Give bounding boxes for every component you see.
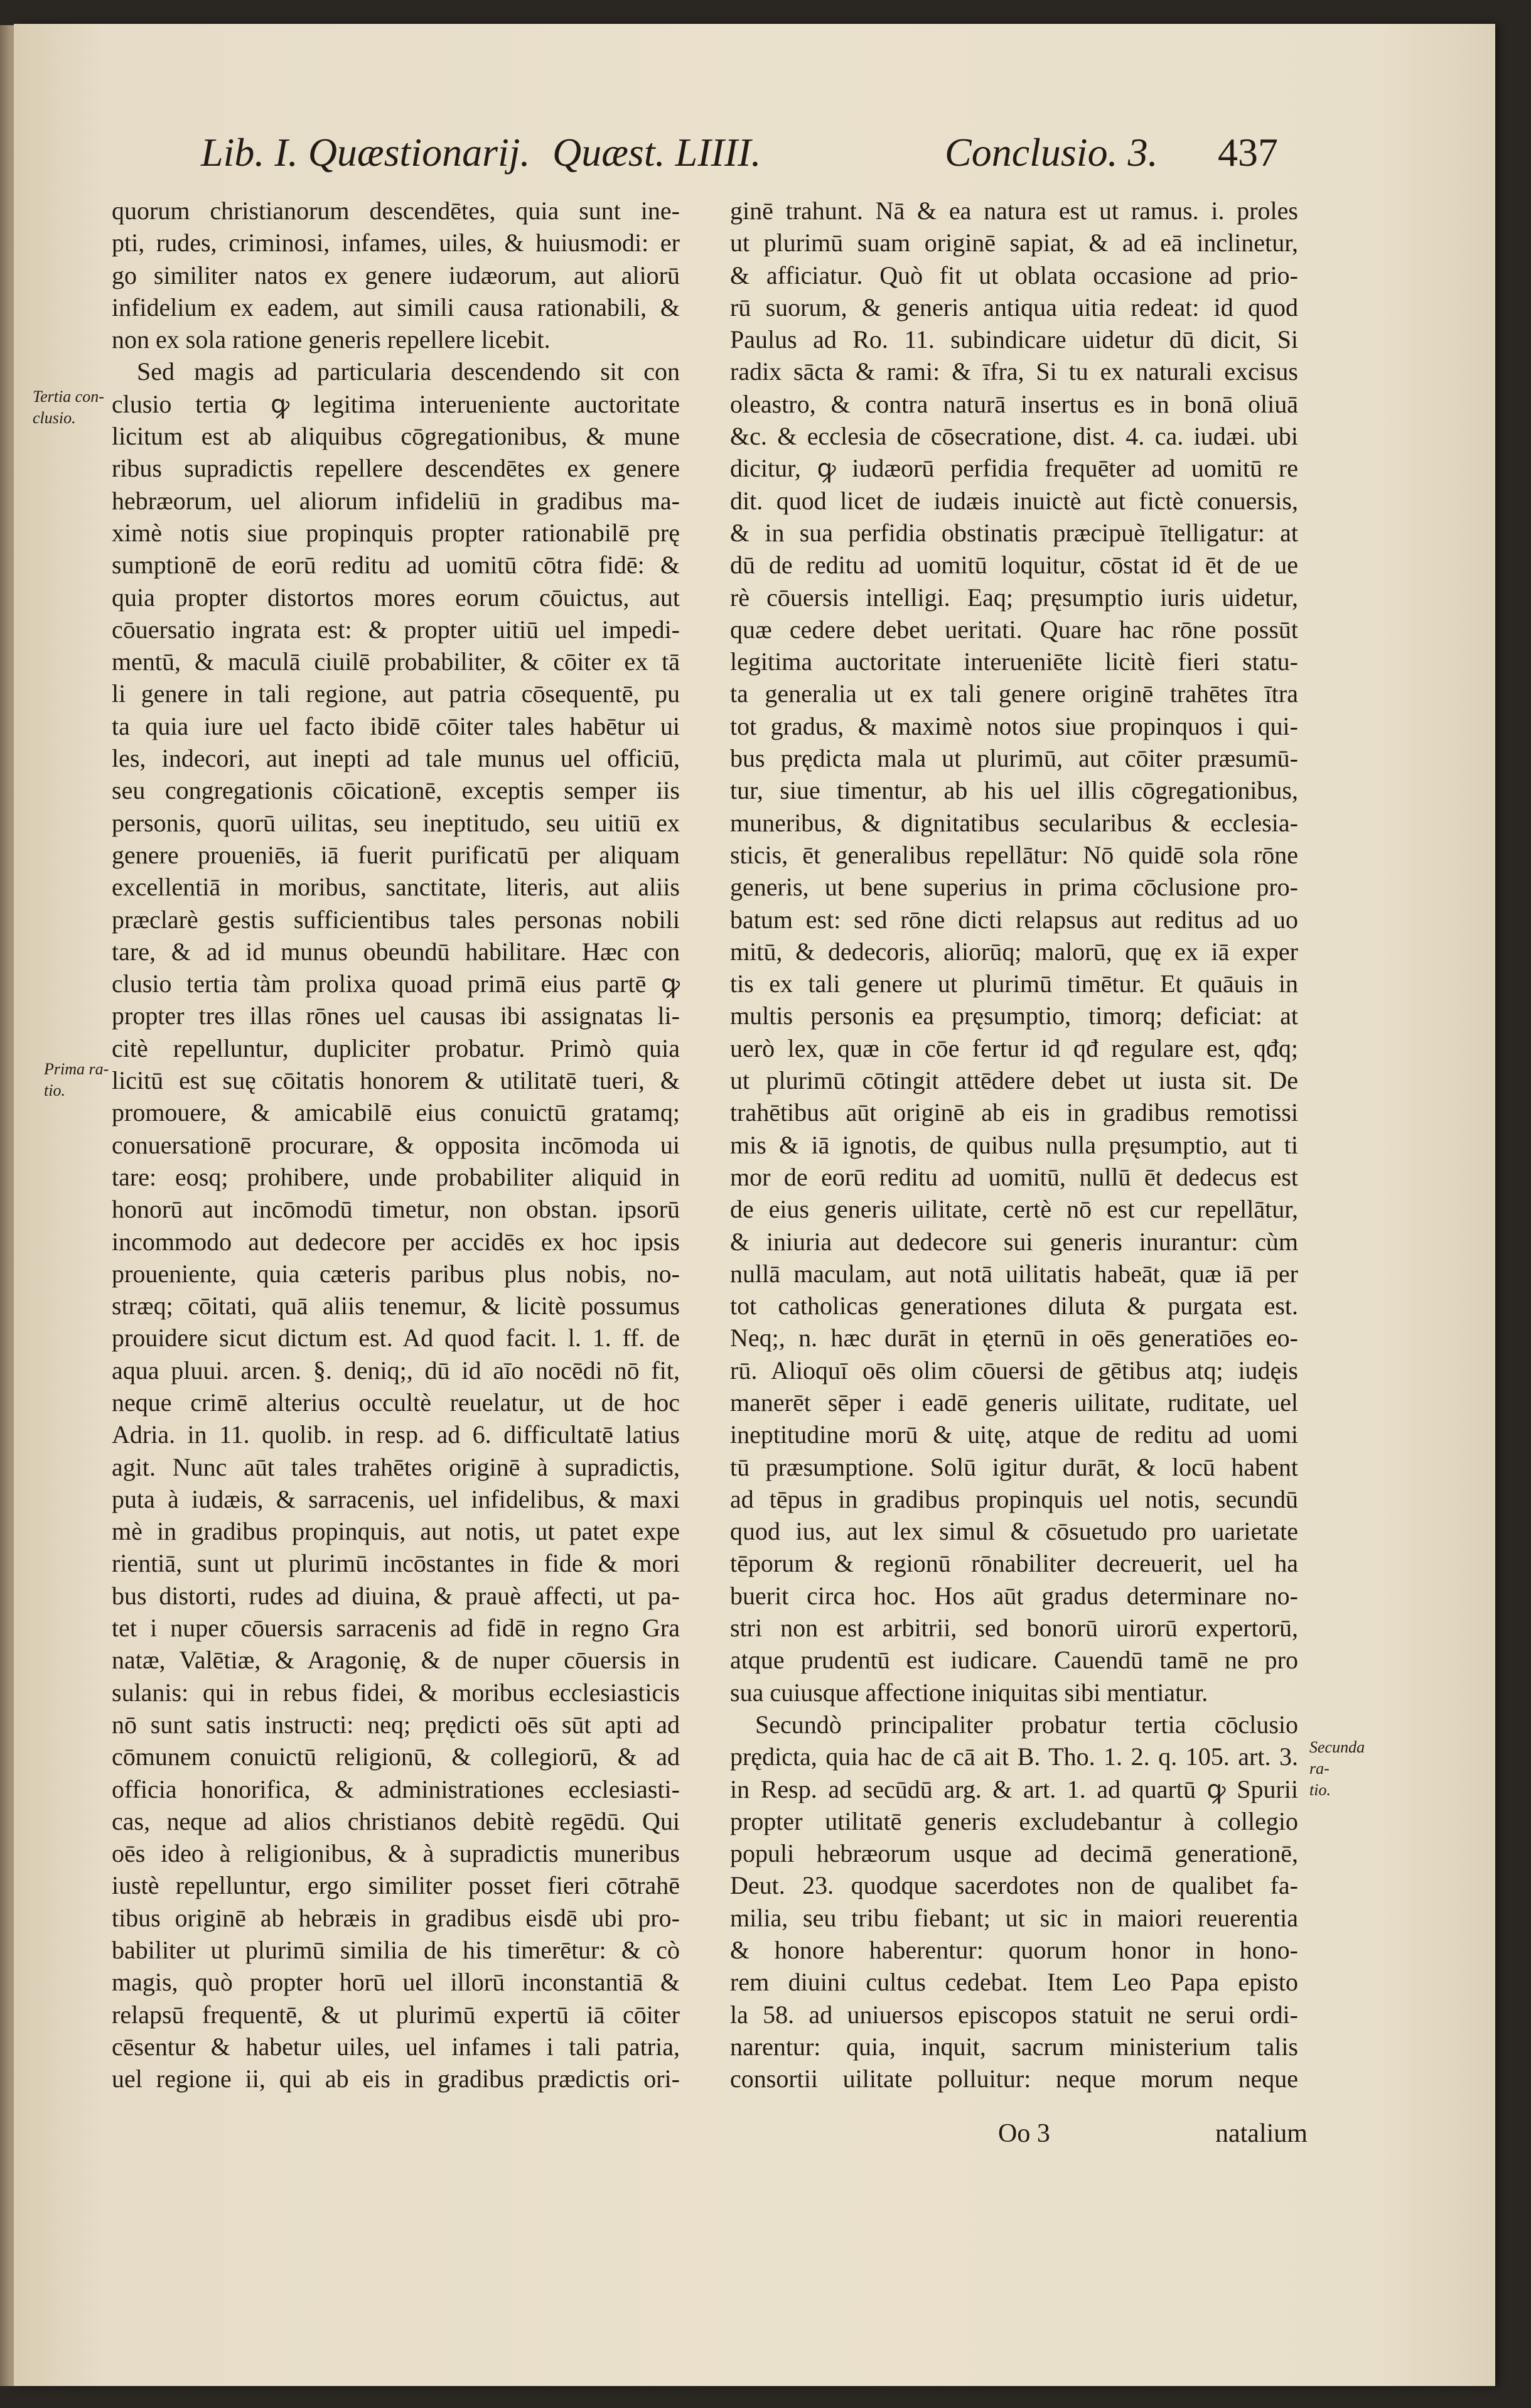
- text-line: honorū aut incōmodū timetur, non obstan. ipsorū: [112, 1195, 680, 1224]
- text-line: buerit circa hoc. Hos aūt gradus determinare no-: [730, 1581, 1298, 1610]
- text-line: populi hebræorum usque ad decimā generationē,: [730, 1839, 1298, 1868]
- text-line: magis, quò propter horū uel illorū inconstantiā &: [112, 1968, 680, 1997]
- page-number: 437: [1218, 130, 1278, 175]
- running-header: [201, 124, 1331, 181]
- margin-note-prima-ratio: Prima ra- tio.: [44, 1060, 109, 1099]
- text-line: legitima auctoritate interueniēte licitè fieri statu-: [730, 647, 1298, 676]
- header-book: Lib. I. Quæstionarij.: [201, 130, 530, 175]
- text-line: rū. Alioquī oēs olim cōuersi de gētibus atq; iudęis: [730, 1356, 1298, 1385]
- text-line: cōmunem conuictū religionū, & collegiorū, & ad: [112, 1742, 680, 1771]
- text-line: atque prudentū est iudicare. Cauendū tamē ne pro: [730, 1646, 1298, 1675]
- text-line: tet i nuper cōuersis sarracenis ad fidē in regno Gra: [112, 1614, 680, 1643]
- text-line: Deut. 23. quodque sacerdotes non de qualibet fa-: [730, 1871, 1298, 1900]
- text-line: puta à iudæis, & sarracenis, uel infidelibus, & maxi: [112, 1484, 680, 1513]
- text-line: sticis, ēt generalibus repellātur: Nō quidē sola rōne: [730, 840, 1298, 869]
- text-line: muneribus, & dignitatibus secularibus & ecclesia-: [730, 808, 1298, 837]
- text-line: uerò lex, quæ in cōe fertur id qđ regulare est, qđq;: [730, 1034, 1298, 1062]
- text-line: conuersationē procurare, & opposita incōmoda ui: [112, 1130, 680, 1159]
- text-line: genere proueniēs, iā fuerit purificatū per aliquam: [112, 840, 680, 869]
- text-line: ineptitudine morū & uitę, atque de reditu ad uomi: [730, 1420, 1298, 1449]
- text-line: nullā maculam, aut notā uilitatis habeāt, quæ iā per: [730, 1259, 1298, 1288]
- text-line: sulanis: qui in rebus fidei, & moribus ecclesiasticis: [112, 1678, 680, 1707]
- text-line: sua cuiusque affectione iniquitas sibi mentiatur.: [730, 1678, 1208, 1707]
- text-line: &c. & ecclesia de cōsecratione, dist. 4. ca. iudæi. ubi: [730, 422, 1298, 451]
- text-line: rem diuini cultus cedebat. Item Leo Papa episto: [730, 1968, 1298, 1997]
- text-line: proueniente, quia cæteris paribus plus nobis, no-: [112, 1259, 680, 1288]
- text-line: ginē trahunt. Nā & ea natura est ut ramus. i. proles: [730, 197, 1298, 225]
- text-line: dit. quod licet de iudæis inuictè aut fictè conuersis,: [730, 486, 1298, 515]
- text-line: Paulus ad Ro. 11. subindicare uidetur dū dicit, Si: [730, 325, 1298, 354]
- text-line: quia propter distortos mores eorum cōuictus, aut: [112, 583, 680, 612]
- text-line: la 58. ad uniuersos episcopos statuit ne serui ordi-: [730, 2000, 1298, 2029]
- text-line: de eius generis uilitate, certè nō est cur repellātur,: [730, 1195, 1298, 1224]
- text-line: quod ius, aut lex simul & cōsuetudo pro uarietate: [730, 1517, 1298, 1546]
- text-line: mis & iā ignotis, de quibus nulla pręsumptio, aut ti: [730, 1130, 1298, 1159]
- text-line: ta quia iure uel facto ibidē cōiter tales habētur ui: [112, 711, 680, 740]
- text-line: & iniuria aut dedecore sui generis inurantur: cùm: [730, 1227, 1298, 1256]
- catchword: natalium: [1215, 2119, 1308, 2148]
- text-line: multis personis ea pręsumptio, timorq; deficiat: at: [730, 1002, 1298, 1030]
- text-line: quæ cedere debet ueritati. Quare hac rōne possūt: [730, 615, 1298, 644]
- text-line: & afficiatur. Quò fit ut oblata occasione ad prio-: [730, 261, 1298, 289]
- text-line: bus prędicta mala ut plurimū, aut cōiter præsumū-: [730, 744, 1298, 773]
- text-line: incommodo aut dedecore per accidēs ex hoc ipsis: [112, 1227, 680, 1256]
- text-line: tibus originē ab hebræis in gradibus eisdē ubi pro-: [112, 1903, 680, 1932]
- text-line: stræq; cōitati, quā aliis tenemur, & licitè possumus: [112, 1292, 680, 1320]
- header-question: Quæst. LIIII.: [552, 130, 761, 175]
- text-line: tare, & ad id munus obeundū habilitare. Hæc con: [112, 937, 680, 966]
- text-line: propter tres illas rōnes uel causas ibi assignatas li-: [112, 1002, 680, 1030]
- text-line: rū suorum, & generis antiqua uitia redeat: id quod: [730, 293, 1298, 321]
- text-line: ut plurimū suam originē sapiat, & ad eā inclinetur,: [730, 229, 1298, 257]
- text-line: iustè repelluntur, ergo similiter posset fieri cōtrahē: [112, 1871, 680, 1900]
- text-line: les, indecori, aut inepti ad tale munus uel officiū,: [112, 744, 680, 773]
- text-line: mè in gradibus propinquis, aut notis, ut patet expe: [112, 1517, 680, 1546]
- text-line: babiliter ut plurimū similia de his timerētur: & cò: [112, 1936, 680, 1965]
- text-line: ximè notis siue propinquis propter rationabilē prę: [112, 518, 680, 547]
- text-line: natæ, Valētiæ, & Aragonię, & de nuper cōuersis in: [112, 1646, 680, 1675]
- signature-mark: Oo 3: [998, 2119, 1050, 2148]
- text-line: promouere, & amicabilē eius conuictū gratamq;: [112, 1098, 680, 1127]
- text-line: consortii uilitate polluitur: neque morum neque: [730, 2065, 1298, 2093]
- text-line: citè repelluntur, dupliciter probatur. Primò quia: [112, 1034, 680, 1062]
- text-line: seu congregationis cōicationē, exceptis semper iis: [112, 776, 680, 805]
- text-line: uel regione ii, qui ab eis in gradibus prædictis ori-: [112, 2065, 680, 2093]
- text-line: non ex sola ratione generis repellere licebit.: [112, 325, 551, 354]
- text-line: bus distorti, rudes ad diuina, & prauè affecti, ut pa-: [112, 1581, 680, 1610]
- text-line: go similiter natos ex genere iudæorum, aut aliorū: [112, 261, 680, 289]
- text-line: Adria. in 11. quolib. in resp. ad 6. difficultatē latius: [112, 1420, 680, 1449]
- text-line: tur, siue timentur, ab his uel illis cōgregationibus,: [730, 776, 1298, 805]
- text-line: præclarè gestis sufficientibus tales personas nobili: [112, 905, 680, 934]
- text-line: trahētibus aūt originē ab eis in gradibus remotissi: [730, 1098, 1298, 1127]
- text-line: stri non est arbitrii, sed bonorū uirorū expertorū,: [730, 1614, 1298, 1643]
- text-line: tot catholicas generationes diluta & purgata est.: [730, 1292, 1298, 1320]
- text-line: generis, ut bene superius in prima cōclusione pro-: [730, 873, 1298, 902]
- text-line: tēporum & regionū rōnabiliter decreuerit, uel ha: [730, 1549, 1298, 1578]
- text-line: sumptionē de eorū reditu ad uomitū cōtra fidē: &: [112, 551, 680, 580]
- text-line: narentur: quia, inquit, sacrum ministerium talis: [730, 2032, 1298, 2061]
- text-line: officia honorifica, & administrationes ecclesiasti-: [112, 1774, 680, 1803]
- text-line: propter utilitatē generis excludebantur à collegio: [730, 1806, 1298, 1835]
- text-line: in Resp. ad secūdū arg. & art. 1. ad quartū ꝙ Spurii: [730, 1774, 1298, 1803]
- text-line: ta generalia ut ex tali genere originē trahētes ītra: [730, 679, 1298, 708]
- text-line: personis, quorū uilitas, seu ineptitudo, seu uitiū ex: [112, 808, 680, 837]
- margin-note-tertia-conclusio: Tertia con- clusio.: [33, 387, 104, 427]
- text-line: nō sunt satis instructi: neq; prędicti oēs sūt apti ad: [112, 1710, 680, 1739]
- text-line: manerēt sēper i eadē generis uilitate, ruditate, uel: [730, 1388, 1298, 1417]
- text-line: cēsentur & habetur uiles, uel infames i tali patria,: [112, 2032, 680, 2061]
- text-line: ribus supradictis repellere descendētes ex genere: [112, 454, 680, 483]
- text-line: quorum christianorum descendētes, quia sunt ine-: [112, 197, 680, 225]
- text-line: batum est: sed rōne dicti relapsus aut reditus ad uo: [730, 905, 1298, 934]
- text-line: infidelium ex eadem, aut simili causa rationabili, &: [112, 293, 680, 321]
- text-line: agit. Nunc aūt tales trahētes originē à supradictis,: [112, 1452, 680, 1481]
- text-line: tot gradus, & maximè notos siue propinquos i qui-: [730, 711, 1298, 740]
- text-line: cōuersatio ingrata est: & propter uitiū uel impedi-: [112, 615, 680, 644]
- text-line: cas, neque ad alios christianos debitè regēdū. Qui: [112, 1806, 680, 1835]
- text-line: Neq;, n. hæc durāt in ęternū in oēs generatiōes eo-: [730, 1324, 1298, 1352]
- header-conclusion: Conclusio. 3.: [945, 130, 1158, 175]
- text-line: dicitur, ꝙ iudæorū perfidia frequēter ad uomitū re: [730, 454, 1298, 483]
- text-line: prędicta, quia hac de cā ait B. Tho. 1. 2. q. 105. art. 3.: [730, 1742, 1298, 1771]
- text-line: tare: eosq; prohibere, unde probabiliter aliquid in: [112, 1162, 680, 1191]
- text-line: mentū, & maculā ciuilē probabiliter, & cōiter ex tā: [112, 647, 680, 676]
- text-line: licitum est ab aliquibus cōgregationibus, & mune: [112, 422, 680, 451]
- right-text-column: [730, 195, 1298, 2129]
- text-line: li genere in tali regione, aut patria cōsequentē, pu: [112, 679, 680, 708]
- text-line: oleastro, & contra naturā insertus es in bonā oliuā: [730, 389, 1298, 418]
- text-line: radix sācta & rami: & īfra, Si tu ex naturali excisus: [730, 357, 1298, 386]
- text-line: clusio tertia tàm prolixa quoad primā eius partē ꝙ: [112, 969, 680, 998]
- text-line: prouidere sicut dictum est. Ad quod facit. l. 1. ff. de: [112, 1324, 680, 1352]
- text-line: hebræorum, uel aliorum infideliū in gradibus ma-: [112, 486, 680, 515]
- text-line: rè cōuersis intelligi. Eaq; pręsumptio iuris uidetur,: [730, 583, 1298, 612]
- text-line: ad tēpus in gradibus propinquis uel notis, secundū: [730, 1484, 1298, 1513]
- left-text-column: [112, 195, 680, 2129]
- text-line: oēs ideo à religionibus, & à supradictis muneribus: [112, 1839, 680, 1868]
- text-line: Secundò principaliter probatur tertia cōclusio: [755, 1710, 1298, 1739]
- text-line: mor de eorū reditu ad uomitū, nullū ēt dedecus est: [730, 1162, 1298, 1191]
- margin-note-secunda-ratio: Secunda ra- tio.: [1309, 1738, 1365, 1799]
- text-line: Sed magis ad particularia descendendo sit con: [137, 357, 680, 386]
- text-line: tū præsumptione. Solū igitur durāt, & locū habent: [730, 1452, 1298, 1481]
- text-line: clusio tertia ꝙ legitima interueniente auctoritate: [112, 389, 680, 418]
- text-line: ut plurimū cōtingit attēdere debet ut iusta sit. De: [730, 1066, 1298, 1095]
- text-line: dū de reditu ad uomitū loquitur, cōstat id ēt de ue: [730, 551, 1298, 580]
- text-line: neque crimē alterius occultè reuelatur, ut de hoc: [112, 1388, 680, 1417]
- text-line: & honore haberentur: quorum honor in hono-: [730, 1936, 1298, 1965]
- text-line: pti, rudes, criminosi, infames, uiles, & huiusmodi: er: [112, 229, 680, 257]
- text-line: excellentiā in moribus, sanctitate, literis, aut aliis: [112, 873, 680, 902]
- text-line: relapsū frequentē, & ut plurimū expertū iā cōiter: [112, 2000, 680, 2029]
- text-line: mitū, & dedecoris, aliorūq; malorū, quę ex iā exper: [730, 937, 1298, 966]
- text-line: rientiā, sunt ut plurimū incōstantes in fide & mori: [112, 1549, 680, 1578]
- text-line: & in sua perfidia obstinatis præcipuè ītelligatur: at: [730, 518, 1298, 547]
- text-line: tis ex tali genere ut plurimū timētur. Et quāuis in: [730, 969, 1298, 998]
- text-line: aqua pluui. arcen. §. deniq;, dū id aīo nocēdi nō fit,: [112, 1356, 680, 1385]
- text-line: milia, seu tribu fiebant; ut sic in maiori reuerentia: [730, 1903, 1298, 1932]
- text-line: licitū est suę cōitatis honorem & utilitatē tueri, &: [112, 1066, 680, 1095]
